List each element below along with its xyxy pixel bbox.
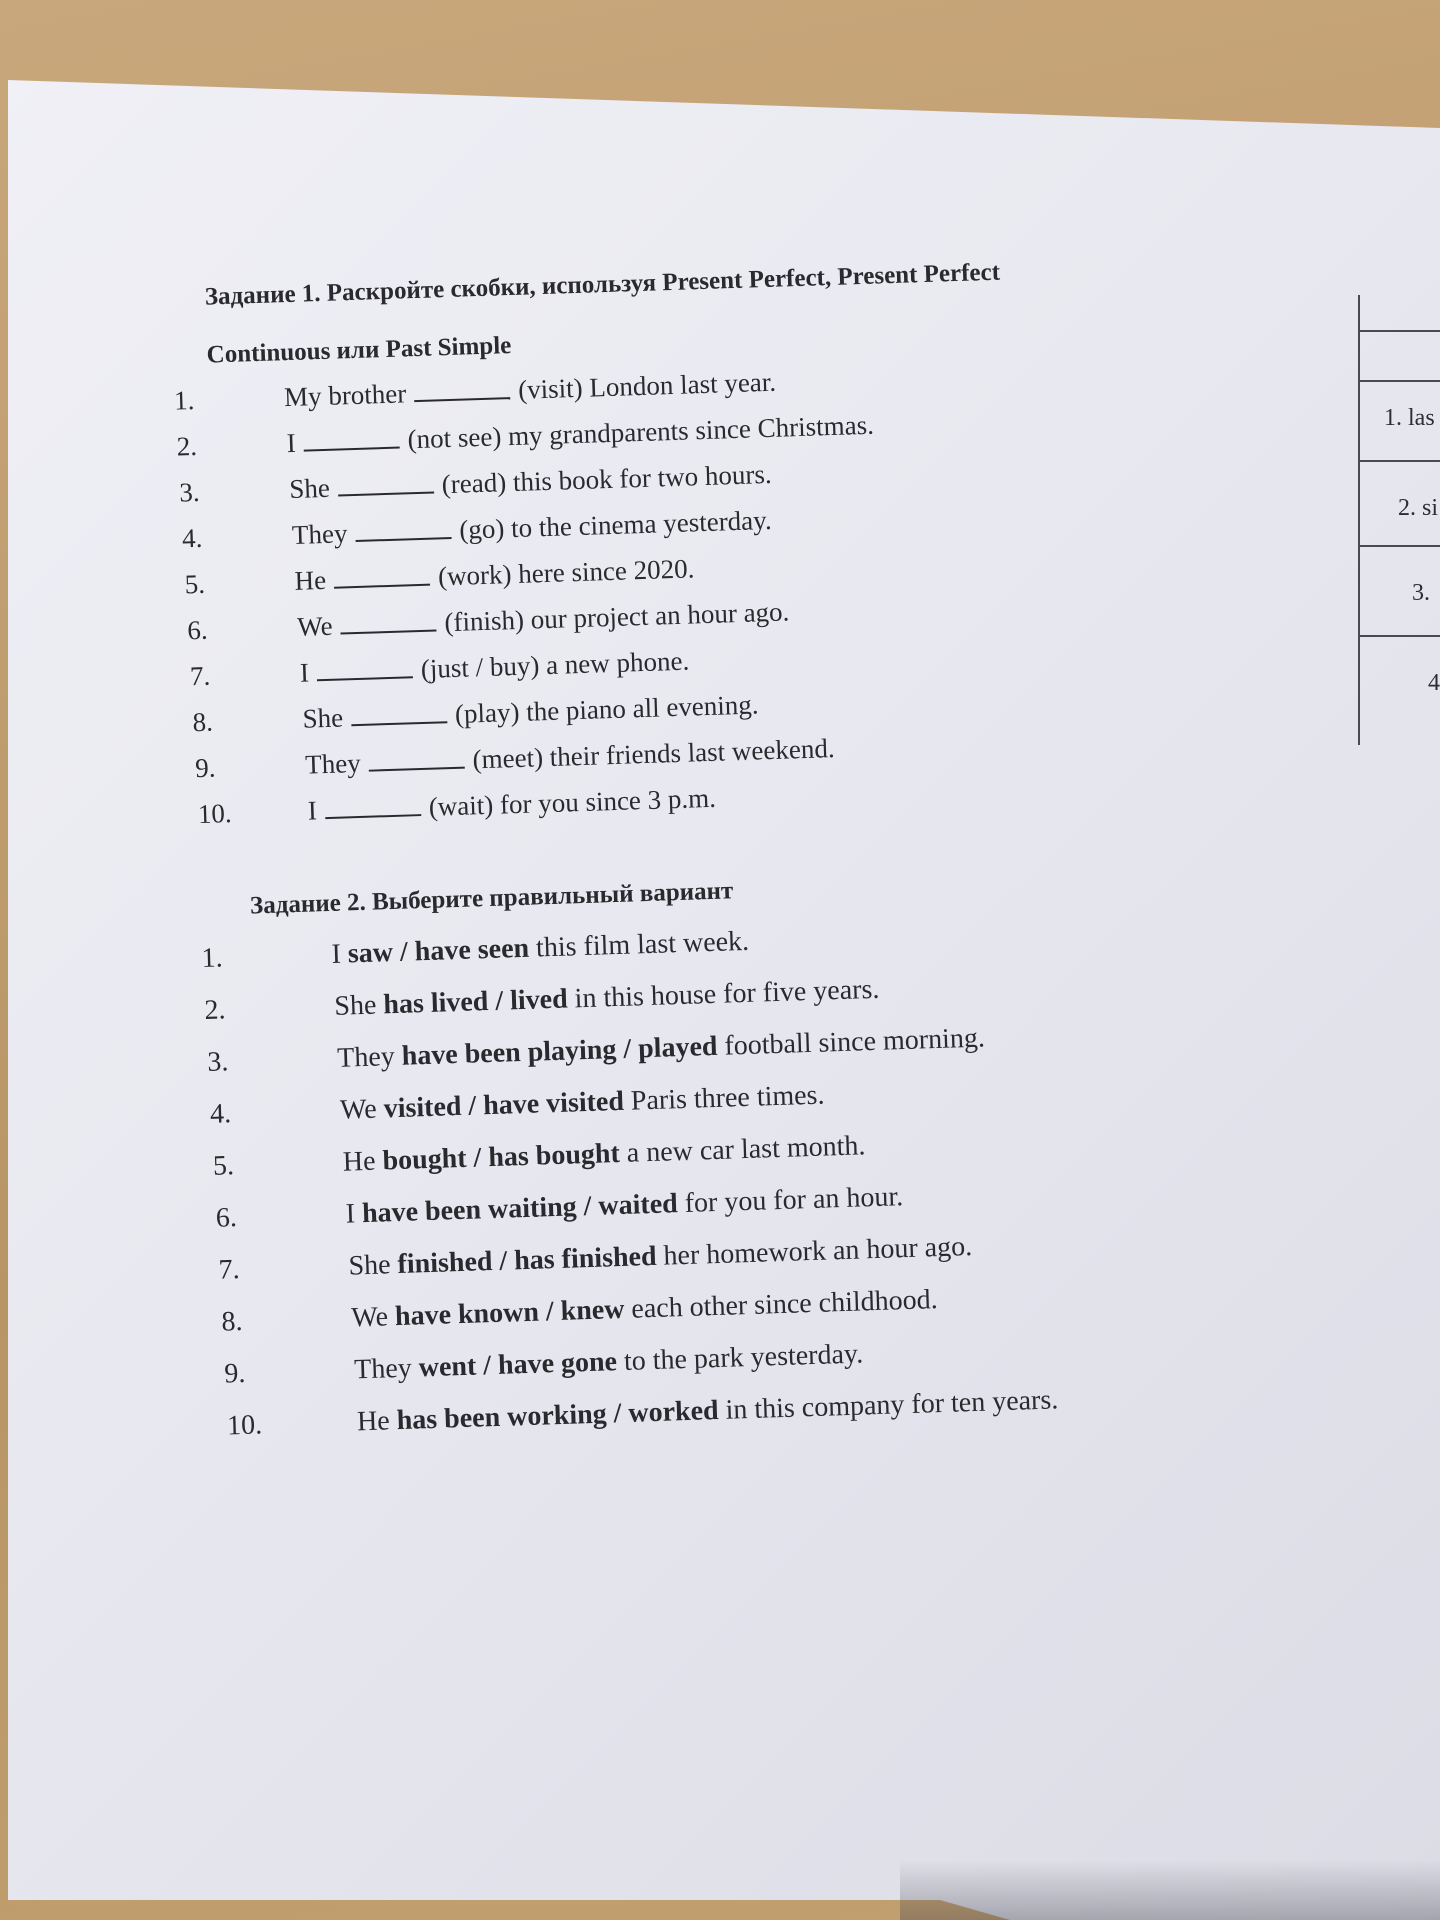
back-table-line (1360, 380, 1440, 382)
sentence-subject: She (333, 989, 377, 1022)
sentence-rest: football since morning. (723, 1022, 986, 1062)
task-2-list (181, 911, 1227, 1463)
answer-blank[interactable] (341, 628, 437, 634)
sentence-subject: We (350, 1301, 389, 1334)
answer-options[interactable]: finished / has finished (397, 1240, 658, 1281)
item-number: 6. (215, 1202, 238, 1234)
sentence-rest: her homework an hour ago. (663, 1230, 973, 1272)
back-item-3: 3. (1412, 580, 1430, 606)
sentence-subject: We (296, 610, 334, 642)
item-number: 7. (218, 1253, 241, 1286)
item-number: 9. (223, 1357, 246, 1390)
item-number: 8. (220, 1305, 243, 1338)
item-sentence (331, 926, 749, 971)
task-1-heading-continued: Continuous или Past Simple (206, 332, 512, 369)
item-number: 4. (181, 522, 203, 554)
hand-shadow (900, 1860, 1440, 1920)
sentence-rest: Paris three times. (630, 1079, 825, 1117)
sentence-subject: I (307, 795, 318, 826)
answer-blank[interactable] (334, 583, 430, 589)
item-number: 2. (203, 994, 226, 1026)
sentence-rest: this film last week. (535, 925, 750, 964)
answer-options[interactable]: have been playing / played (401, 1030, 718, 1072)
task-2 (179, 847, 1227, 1463)
item-number: 4. (209, 1098, 232, 1130)
back-table-line (1360, 635, 1440, 637)
sentence-rest: a new car last month. (626, 1130, 866, 1169)
sentence-subject: I (286, 427, 297, 459)
sentence-subject: My brother (283, 378, 407, 413)
item-number: 8. (192, 706, 214, 738)
sentence-rest: (finish) our project an hour ago. (444, 596, 790, 638)
answer-blank[interactable] (351, 720, 447, 726)
sentence-rest: for you for an hour. (684, 1181, 904, 1219)
sentence-subject: I (345, 1198, 356, 1230)
back-item-1: 1. las (1384, 405, 1435, 431)
answer-options[interactable]: has lived / lived (382, 983, 569, 1021)
back-table-line (1360, 545, 1440, 547)
item-number: 3. (178, 476, 201, 508)
sentence-subject: She (348, 1249, 392, 1282)
back-item-2: 2. si (1398, 495, 1439, 521)
item-number: 1. (173, 384, 195, 416)
task-1-heading: Задание 1. Раскройте скобки, используя Present Perfect, Present Perfect (204, 258, 1001, 311)
sentence-rest: (play) the piano all evening. (454, 689, 759, 729)
sentence-rest: in this company for ten years. (725, 1384, 1059, 1426)
sentence-rest: each other since childhood. (630, 1284, 939, 1325)
sentence-rest: (go) to the cinema yesterday. (458, 504, 773, 545)
task-1-list (164, 354, 1208, 846)
sentence-rest: (visit) London last year. (517, 366, 777, 405)
answer-options[interactable]: saw / have seen (347, 932, 530, 970)
sentence-rest: in this house for five years. (574, 973, 880, 1015)
back-page-table (1358, 295, 1440, 745)
sentence-subject: She (288, 472, 331, 505)
answer-options[interactable]: went / have gone (418, 1346, 618, 1384)
sentence-rest: (meet) their friends last weekend. (472, 733, 836, 775)
item-number: 2. (176, 430, 198, 462)
answer-options[interactable]: bought / has bought (382, 1138, 621, 1177)
sentence-rest: (not see) my grandparents since Christmas. (407, 409, 875, 455)
answer-blank[interactable] (414, 396, 510, 402)
answer-options[interactable]: visited / have visited (383, 1085, 625, 1125)
answer-blank[interactable] (317, 675, 413, 681)
back-table-line (1360, 460, 1440, 462)
sentence-subject: He (342, 1145, 377, 1178)
back-table-line (1360, 330, 1440, 332)
sentence-subject: They (336, 1041, 396, 1074)
sentence-rest: to the park yesterday. (623, 1338, 864, 1377)
item-number: 3. (206, 1046, 229, 1078)
sentence-subject: She (302, 702, 344, 734)
answer-options[interactable]: have been waiting / waited (361, 1188, 679, 1230)
item-number: 7. (189, 660, 211, 692)
answer-blank[interactable] (356, 536, 452, 542)
item-number: 6. (186, 614, 209, 646)
sentence-subject: I (331, 938, 342, 970)
worksheet-content (160, 238, 1227, 1464)
sentence-subject: They (291, 518, 348, 550)
item-number: 9. (194, 752, 216, 784)
item-number: 5. (212, 1150, 235, 1182)
item-number: 10. (197, 798, 233, 830)
sentence-subject: We (339, 1093, 378, 1126)
sentence-subject: I (299, 657, 310, 688)
task-2-heading: Задание 2. Выберите правильный вариант (249, 877, 734, 920)
back-item-4: 4 (1428, 670, 1440, 696)
answer-blank[interactable] (304, 446, 400, 452)
sentence-subject: They (304, 747, 362, 780)
sentence-subject: They (353, 1352, 413, 1386)
sentence-rest: (work) here since 2020. (437, 553, 695, 592)
answer-blank[interactable] (338, 491, 434, 497)
answer-options[interactable]: has been working / worked (396, 1395, 720, 1437)
answer-blank[interactable] (369, 766, 465, 772)
task-1 (160, 238, 1208, 846)
item-number: 5. (184, 568, 206, 600)
answer-blank[interactable] (325, 813, 421, 819)
sentence-rest: (read) this book for two hours. (441, 458, 773, 500)
sentence-subject: He (356, 1405, 391, 1438)
item-number: 1. (201, 942, 224, 975)
sentence-rest: (wait) for you since 3 p.m. (428, 782, 717, 822)
answer-options[interactable]: have known / knew (394, 1293, 625, 1333)
item-number: 10. (226, 1409, 263, 1442)
sentence-subject: He (294, 564, 327, 596)
sentence-rest: (just / buy) a new phone. (420, 645, 690, 684)
